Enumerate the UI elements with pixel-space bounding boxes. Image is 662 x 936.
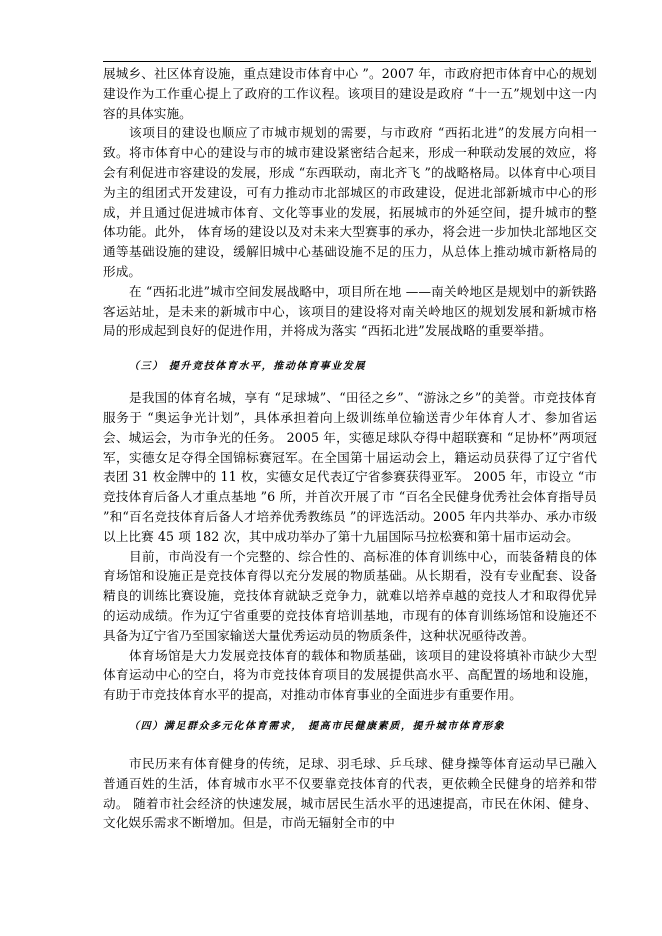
section-four-paragraph-fitness: 市民历来有体育健身的传统，足球、羽毛球、乒乓球、健身操等体育运动早已融入普通百姓的生活，体育城市水平不仅要靠竞技体育的代表，更依赖全民健身的培养和带动。 随着市社会经济的快速发展，城市居民生活水平的迅速提高，市民在休闲、健身、文化娱乐需求不断增加。但是，市尚无辐射全市的中 xyxy=(103,755,597,831)
intro-paragraph-continuation: 展城乡、社区体育设施，重点建设市体育中心 ”。2007 年，市政府把市体育中心的规划建设作为工作重心提上了政府的工作议程。该项目的建设是政府 “十一五”规划中这一内容的具体实施。 xyxy=(103,66,597,121)
intro-paragraph-west-north-strategy: 在 “西拓北进”城市空间发展战略中，项目所在地 ——南关岭地区是规划中的新铁路客运站址，是未来的新城市中心，该项目的建设将对南关岭地区的规划发展和新城市格局的形成起到良好的促进作用，并将成为落实 “西拓北进”发展战略的重要举措。 xyxy=(103,283,597,339)
header-rule xyxy=(103,61,591,62)
section-three-heading: （三） 提升竞技体育水平，推动体育事业发展 xyxy=(129,361,367,373)
section-four-heading: （四）满足群众多元化体育需求， 提高市民健康素质，提升城市体育形象 xyxy=(129,720,506,732)
section-three-paragraph-venues: 体育场馆是大力发展竞技体育的载体和物质基础，该项目的建设将填补市缺少大型体育运动中心的空白，将为市竞技体育项目的发展提供高水平、高配置的场地和设施，有助于市竞技体育水平的提高，对推动市体育事业的全面进步有重要作用。 xyxy=(103,647,597,703)
section-three-paragraph-sports-city: 是我国的体育名城，享有 “足球城”、“田径之乡”、“游泳之乡”的美誉。市竞技体育服务于 “奥运争光计划”，具体承担着向上级训练单位输送青少年体育人才、参加省运会、城运会，为市争光的任务。 2005 年，实德足球队夺得中超联赛和 “足协杯”两项冠军，实德女足夺得全国锦标赛冠军。在全国第十届运动会上，籍运动员获得了辽宁省代表团 31 枚金牌中的 11 枚，实德女足代表辽宁省参赛获得亚军。 2005 年，市设立 “市竞技体育后备人才重点基地 ”6 所，并首次开展了市 “百名全民健身优秀社会体育指导员 ”和“百名竞技体育后备人才培养优秀教练员 ”的评选活动。2005 年内共举办、承办市级以上比赛 45 项 182 次，其中成功举办了第十九届国际马拉松赛和第十届市运动会。 xyxy=(103,390,597,544)
section-three-paragraph-training-center: 目前，市尚没有一个完整的、综合性的、高标准的体育训练中心，而装备精良的体育场馆和设施正是竞技体育得以充分发展的物质基础。从长期看，没有专业配套、设备精良的训练比赛设施，竞技体育就缺乏竞争力，就难以培养卓越的竞技人才和取得优异的运动成绩。作为辽宁省重要的竞技体育培训基地，市现有的体育训练场馆和设施还不具备为辽宁省乃至国家输送大量优秀运动员的物质条件，这种状况亟待改善。 xyxy=(103,548,597,643)
document-page xyxy=(103,64,597,833)
intro-paragraph-city-planning: 该项目的建设也顺应了市城市规划的需要，与市政府 “西拓北进”的发展方向相一致。将市体育中心的建设与市的城市建设紧密结合起来，形成一种联动发展的效应，将会有利促进市容建设的发展，形成 “东西联动，南北齐飞 ”的战略格局。以体育中心项目为主的组团式开发建设，可有力推动市北部城区的市政建设，促进北部新城市中心的形成，并且通过促进城市体育、文化等事业的发展，拓展城市的外延空间，提升城市的整体功能。此外， 体育场的建设以及对未来大型赛事的承办，将会进一步加快北部地区交通等基础设施的建设，缓解旧城中心基础设施不足的压力，从总体上推动城市新格局的形成。 xyxy=(103,125,597,279)
